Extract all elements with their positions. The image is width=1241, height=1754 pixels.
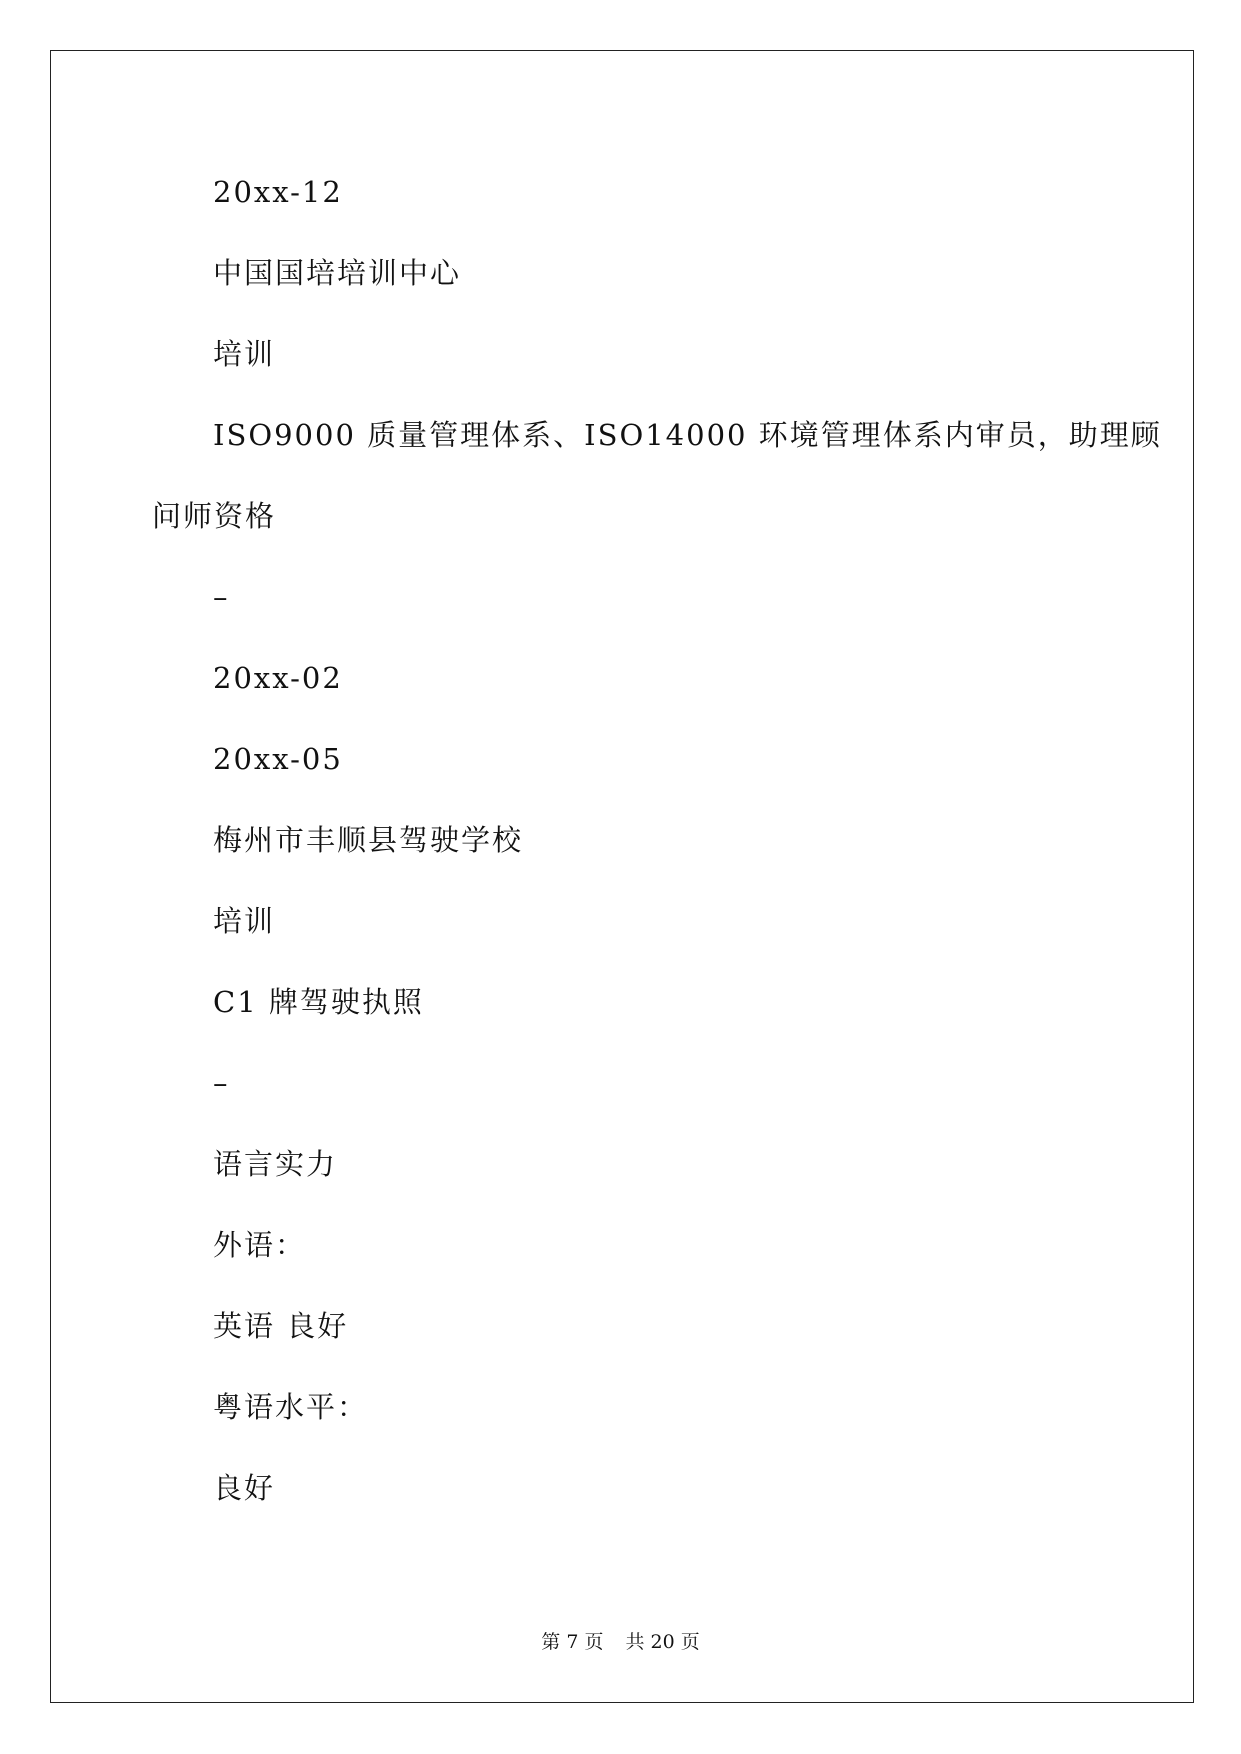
text-line-dash-1: – bbox=[213, 580, 230, 614]
text-line-english-level: 英语 良好 bbox=[213, 1309, 349, 1343]
text-line-certificate-1-cont: 问师资格 bbox=[152, 499, 277, 533]
text-line-dash-2: – bbox=[213, 1066, 230, 1100]
text-line-foreign-language: 外语： bbox=[213, 1228, 307, 1262]
text-line-date-3: 20xx-05 bbox=[213, 742, 343, 776]
page-footer bbox=[0, 1630, 1241, 1654]
text-line-type-1: 培训 bbox=[213, 337, 276, 371]
text-line-organization-2: 梅州市丰顺县驾驶学校 bbox=[213, 823, 524, 857]
text-line-type-2: 培训 bbox=[213, 904, 276, 938]
text-line-date-2: 20xx-02 bbox=[213, 661, 343, 695]
text-line-certificate-2: C1 牌驾驶执照 bbox=[213, 985, 424, 1019]
page-number: 第 7 页 bbox=[541, 1631, 604, 1653]
text-line-organization-1: 中国国培培训中心 bbox=[213, 256, 462, 290]
page-border bbox=[50, 50, 1194, 1703]
text-line-date-1: 20xx-12 bbox=[213, 175, 343, 209]
text-line-cantonese: 粤语水平： bbox=[213, 1390, 369, 1424]
text-line-certificate-1: ISO9000 质量管理体系、ISO14000 环境管理体系内审员，助理顾 bbox=[213, 418, 1162, 452]
page-total: 共 20 页 bbox=[625, 1631, 700, 1653]
text-line-cantonese-level: 良好 bbox=[213, 1471, 276, 1505]
section-heading-language: 语言实力 bbox=[213, 1147, 338, 1181]
